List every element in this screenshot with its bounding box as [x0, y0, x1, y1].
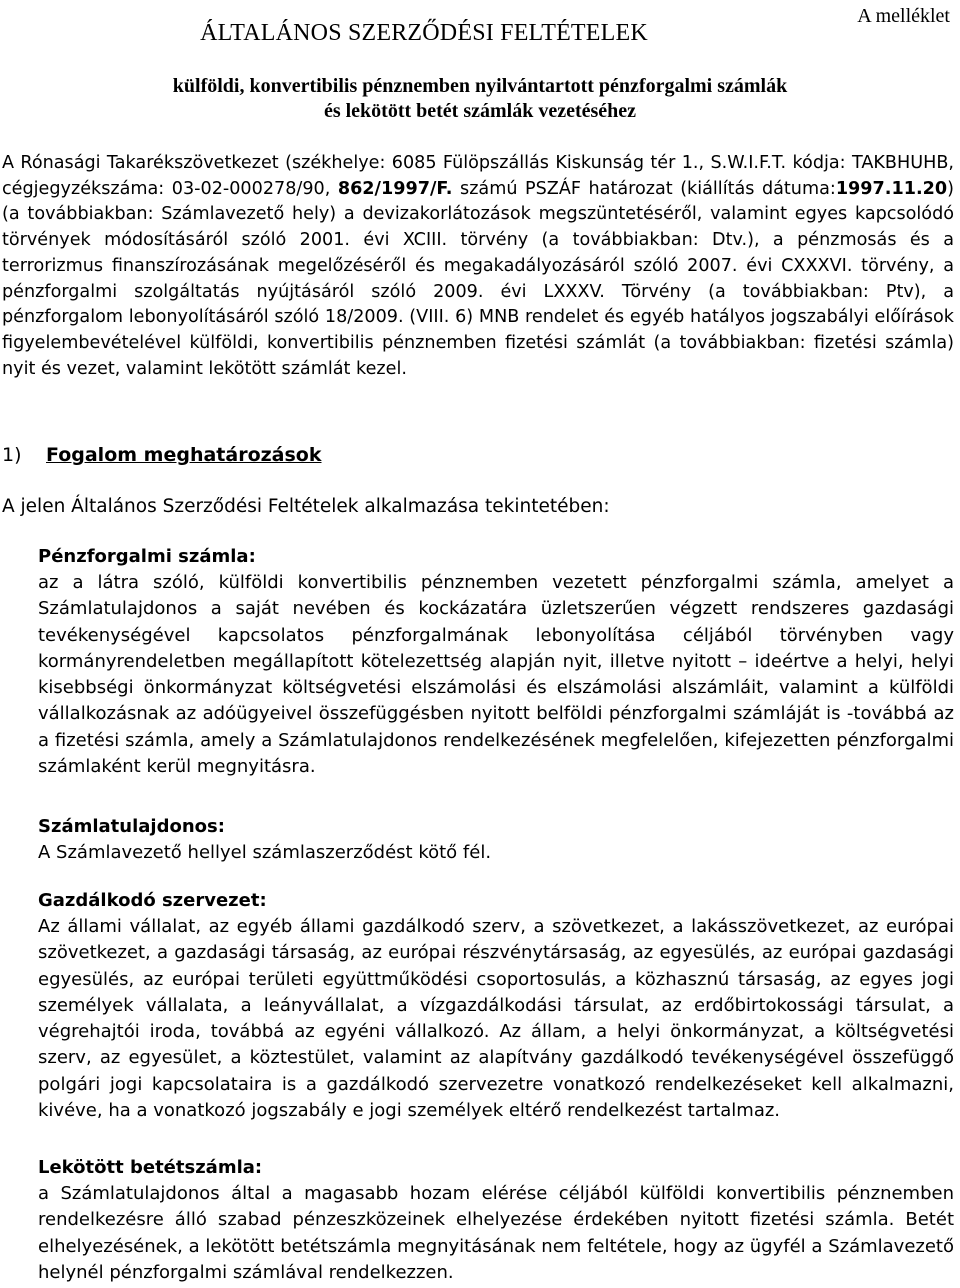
document-title: ÁLTALÁNOS SZERZŐDÉSI FELTÉTELEK — [200, 20, 648, 46]
definition-block — [38, 814, 954, 866]
section-title: Fogalom meghatározások — [46, 444, 322, 466]
intro-bold-reference: 862/1997/F. — [337, 178, 453, 199]
definition-text: A Számlavezető hellyel számlaszerződést kötő fél. — [38, 842, 492, 863]
definition-block — [38, 1155, 954, 1286]
intro-paragraph — [2, 151, 954, 382]
definition-text: Az állami vállalat, az egyéb állami gazdálkodó szerv, a szövetkezet, a lakásszövetkezet, az európai szövetkezet, a gazdasági társaság, az európai részvénytársaság, az egyesülés, az európai gazdasági egyesülés, az európai területi együttműködési csoportosulás, a közhasznú társaság, az egyes jogi személyek vállalata, a leányvállalat, a vízgazdálkodási társulat, az erdőbirtokossági társulat, a végrehajtói iroda, továbbá az egyéni vállalkozó. Az állam, a helyi önkormányzat, a költségvetési szerv, az egyesület, a köztestület, valamint az alapítvány gazdálkodó tevékenységével összefüggő polgári jogi kapcsolataira is a gazdálkodó szervezetre vonatkozó rendelkezéseket kell alkalmazni, kivéve, ha a vonatkozó jogszabály e jogi személyek eltérő rendelkezést tartalmaz. — [38, 916, 954, 1122]
intro-text-3: ) (a továbbiakban: Számlavezető hely) a devizakorlátozások megszüntetéséről, valamint egyes kapcsolódó törvények módosításáról szóló 2001. évi XCIII. törvény (a továbbiakban: Dtv.), a pénzmosás és a terrorizmus finanszírozásának megelőzéséről és megakadályozásáról szóló 2007. évi CXXXVI. törvény, a pénzforgalmi szolgáltatás nyújtásáról szóló 2009. évi LXXXV. Törvény (a továbbiakban: Ptv), a pénzforgalom lebonyolításáról szóló 18/2009. (VIII. 6) MNB rendelet és egyéb hatályos jogszabályi előírások figyelembevételével külföldi, konvertibilis pénznemben fizetési számlát (a továbbiakban: fizetési számla) nyit és vezet, valamint lekötött számlát kezel. — [2, 178, 954, 379]
definition-text: a Számlatulajdonos által a magasabb hozam elérése céljából külföldi konvertibilis pénznemben rendelkezésre álló szabad pénzeszközeinek elhelyezése érdekében nyitott fizetési számla. Betét elhelyezésének, a lekötött betétszámla megnyitásának nem feltétele, hogy az ügyfél a Számlavezető helynél pénzforgalmi számlával rendelkezzen. — [38, 1183, 954, 1283]
annex-label: A melléklet — [857, 5, 950, 27]
definition-block — [38, 544, 954, 780]
definition-term: Gazdálkodó szervezet: — [38, 890, 267, 911]
definition-text: az a látra szóló, külföldi konvertibilis pénznemben vezetett pénzforgalmi számla, amelyet a Számlatulajdonos a saját nevében és kockázatára üzletszerűen végzett rendszeres gazdasági tevékenységével kapcsolatos pénzforgalmának lebonyolítása céljából törvényben vagy kormányrendeletben megállapított kötelezettség alapján nyit, illetve nyitott – ideértve a helyi, helyi kisebbségi önkormányzat költségvetési elszámolási és elszámolási alszámláit, valamint a külföldi vállalkozásnak az adóügyeivel összefüggésben nyitott belföldi pénzforgalmi számláját is -továbbá az a fizetési számla, amely a Számlatulajdonos rendelkezésének megfelelően, kifejezetten pénzforgalmi számlaként kerül megnyitásra. — [38, 572, 954, 778]
document-subtitle — [0, 74, 960, 124]
definition-block — [38, 888, 954, 1124]
definition-term: Számlatulajdonos: — [38, 816, 225, 837]
section-heading — [2, 440, 322, 470]
subtitle-line-1: külföldi, konvertibilis pénznemben nyilvántartott pénzforgalmi számlák — [172, 75, 788, 97]
lead-sentence: A jelen Általános Szerződési Feltételek alkalmazása tekintetében: — [2, 496, 610, 517]
section-number: 1) — [2, 444, 22, 466]
definition-term: Pénzforgalmi számla: — [38, 546, 256, 567]
intro-bold-date: 1997.11.20 — [835, 178, 948, 199]
intro-text-1: A Rónasági Takarékszövetkezet (székhelye: 6085 Fülöpszállás Kiskunság tér 1., S.W.I.F.T. kódja: TAKBHUHB, cégjegyzékszáma: 03-02-000278/90, — [2, 153, 954, 199]
intro-text-2: számú PSZÁF határozat (kiállítás dátuma: — [452, 178, 836, 199]
subtitle-line-2: és lekötött betét számlák vezetéséhez — [323, 100, 637, 122]
definition-term: Lekötött betétszámla: — [38, 1157, 263, 1178]
